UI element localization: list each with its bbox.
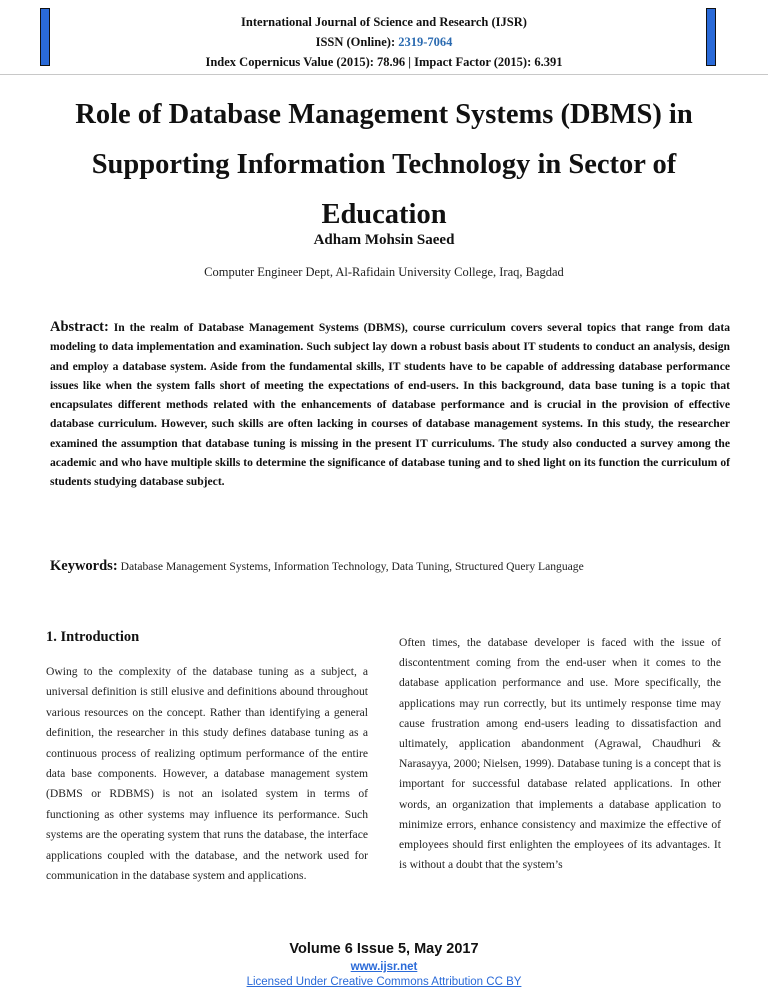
intro-paragraph-left: Owing to the complexity of the database tuning as a subject, a universal definition is still elusive and definitions abound throughout various resources on the concept. Rather than identifying a general definition, the researcher in this study defines database tuning as a continuous process of realizing optimum performance of the entire data base components. However, a database management system (DBMS or RDBMS) is not an isolated system in terms of functioning as other systems may influence its performance. Such systems are the operating system that runs the database, the interface applications coupled with the database, and the network used for communication in the database system and applications.	[46, 665, 368, 883]
right-column	[399, 633, 721, 875]
author-name: Adham Mohsin Saeed	[313, 232, 455, 248]
issn-number: 2319-7064	[398, 35, 453, 49]
abstract-label: Abstract:	[50, 319, 109, 335]
keywords-label: Keywords:	[50, 558, 118, 574]
section-heading-introduction: 1. Introduction	[46, 629, 140, 645]
footer-volume: Volume 6 Issue 5, May 2017	[289, 941, 479, 957]
issn-line	[0, 32, 768, 52]
header-divider	[0, 74, 768, 75]
footer-license-link[interactable]: Licensed Under Creative Commons Attribution CC BY	[246, 976, 522, 988]
journal-name: International Journal of Science and Research (IJSR)	[241, 15, 527, 29]
keywords-text: Database Management Systems, Information Technology, Data Tuning, Structured Query Language	[120, 560, 584, 573]
issn-label: ISSN (Online):	[315, 35, 399, 49]
abstract-text: In the realm of Database Management Systems (DBMS), course curriculum covers several topics that range from data modeling to data implementation and examination. Such subject lay down a robust basis about IT students to conduct an analysis, design and employ a database system. Aside from the fundamental skills, IT students have to be capable of addressing database performance issues like when the system falls short of meeting the expectations of end-users. In this background, data base tuning is a topic that encapsulates different methods related with the enhancements of database performance and is crucial in the provision of effective database curriculum. However, such skills are often lacking in courses of database management systems. In this study, the researcher examined the assumption that database tuning is missing in the present IT curriculums. The study also conducted a survey among the academic and who have multiple skills to determine the significance of database tuning and to shed light on its function the curriculum of students studying database subject.	[50, 321, 730, 489]
journal-header	[0, 12, 768, 72]
intro-paragraph-right: Often times, the database developer is faced with the issue of discontentment coming from the end-user when it comes to the database application performance and use. More specifically, the applications may run correctly, but its untimely response time may cause frustration among end-users leading to dissatisfaction and ultimately, application abandonment (Agrawal, Chaudhuri & Narasayya, 2000; Nielsen, 1999). Database tuning is a concept that is important for successful database related applications. In other words, an organization that implements a database application to minimize errors, enhance consistency and maximize the effective of employees should first enlighten the employees of its advantages. It is without a doubt that the system’s	[399, 636, 721, 872]
left-column	[46, 626, 368, 886]
author-affiliation: Computer Engineer Dept, Al-Rafidain University College, Iraq, Bagdad	[204, 265, 564, 279]
keywords	[50, 558, 730, 575]
footer-url-link[interactable]: www.ijsr.net	[350, 961, 418, 973]
paper-title: Role of Database Management Systems (DBMS) in Supporting Information Technology in Sector of Education	[75, 99, 693, 230]
index-line: Index Copernicus Value (2015): 78.96 | Impact Factor (2015): 6.391	[205, 55, 563, 69]
abstract	[50, 318, 730, 492]
